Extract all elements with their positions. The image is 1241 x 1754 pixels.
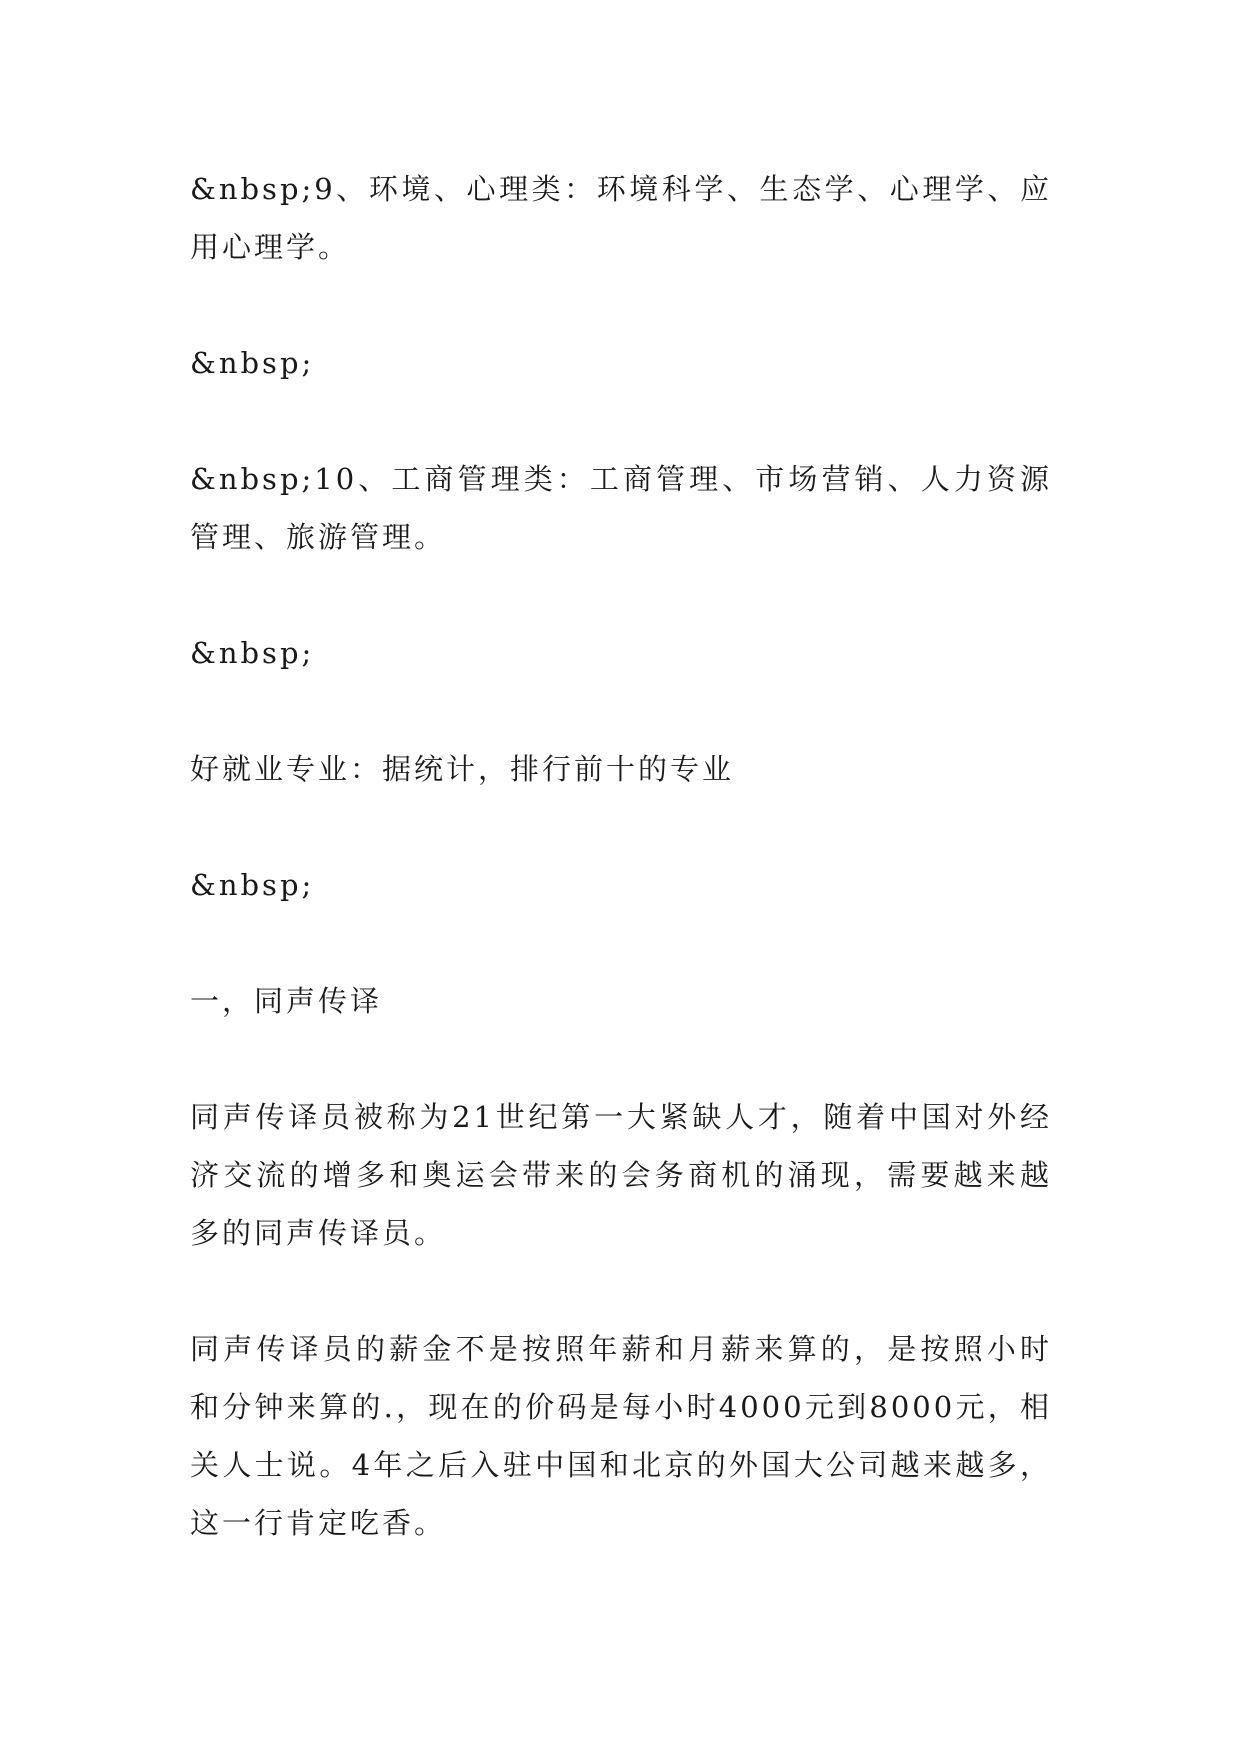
paragraph-category-10: &nbsp;10、工商管理类：工商管理、市场营销、人力资源管理、旅游管理。 <box>190 462 1052 554</box>
section-heading-interpretation: 一，同声传译 <box>190 984 383 1018</box>
paragraph-blank: &nbsp; <box>190 346 315 380</box>
paragraph-blank: &nbsp; <box>190 868 315 902</box>
paragraph-top-ten-heading: 好就业专业：据统计，排行前十的专业 <box>190 752 735 786</box>
paragraph-category-9: &nbsp;9、环境、心理类：环境科学、生态学、心理学、应用心理学。 <box>190 172 1052 264</box>
paragraph-interpreter-demand: 同声传译员被称为21世纪第一大紧缺人才，随着中国对外经济交流的增多和奥运会带来的会务商机的涌现，需要越来越多的同声传译员。 <box>190 1100 1052 1250</box>
paragraph-interpreter-salary: 同声传译员的薪金不是按照年薪和月薪来算的，是按照小时和分钟来算的.，现在的价码是每小时4000元到8000元，相关人士说。4年之后入驻中国和北京的外国大公司越来越多，这一行肯定吃香。 <box>190 1332 1052 1540</box>
paragraph-blank: &nbsp; <box>190 636 315 670</box>
document-body <box>190 160 1052 1610</box>
